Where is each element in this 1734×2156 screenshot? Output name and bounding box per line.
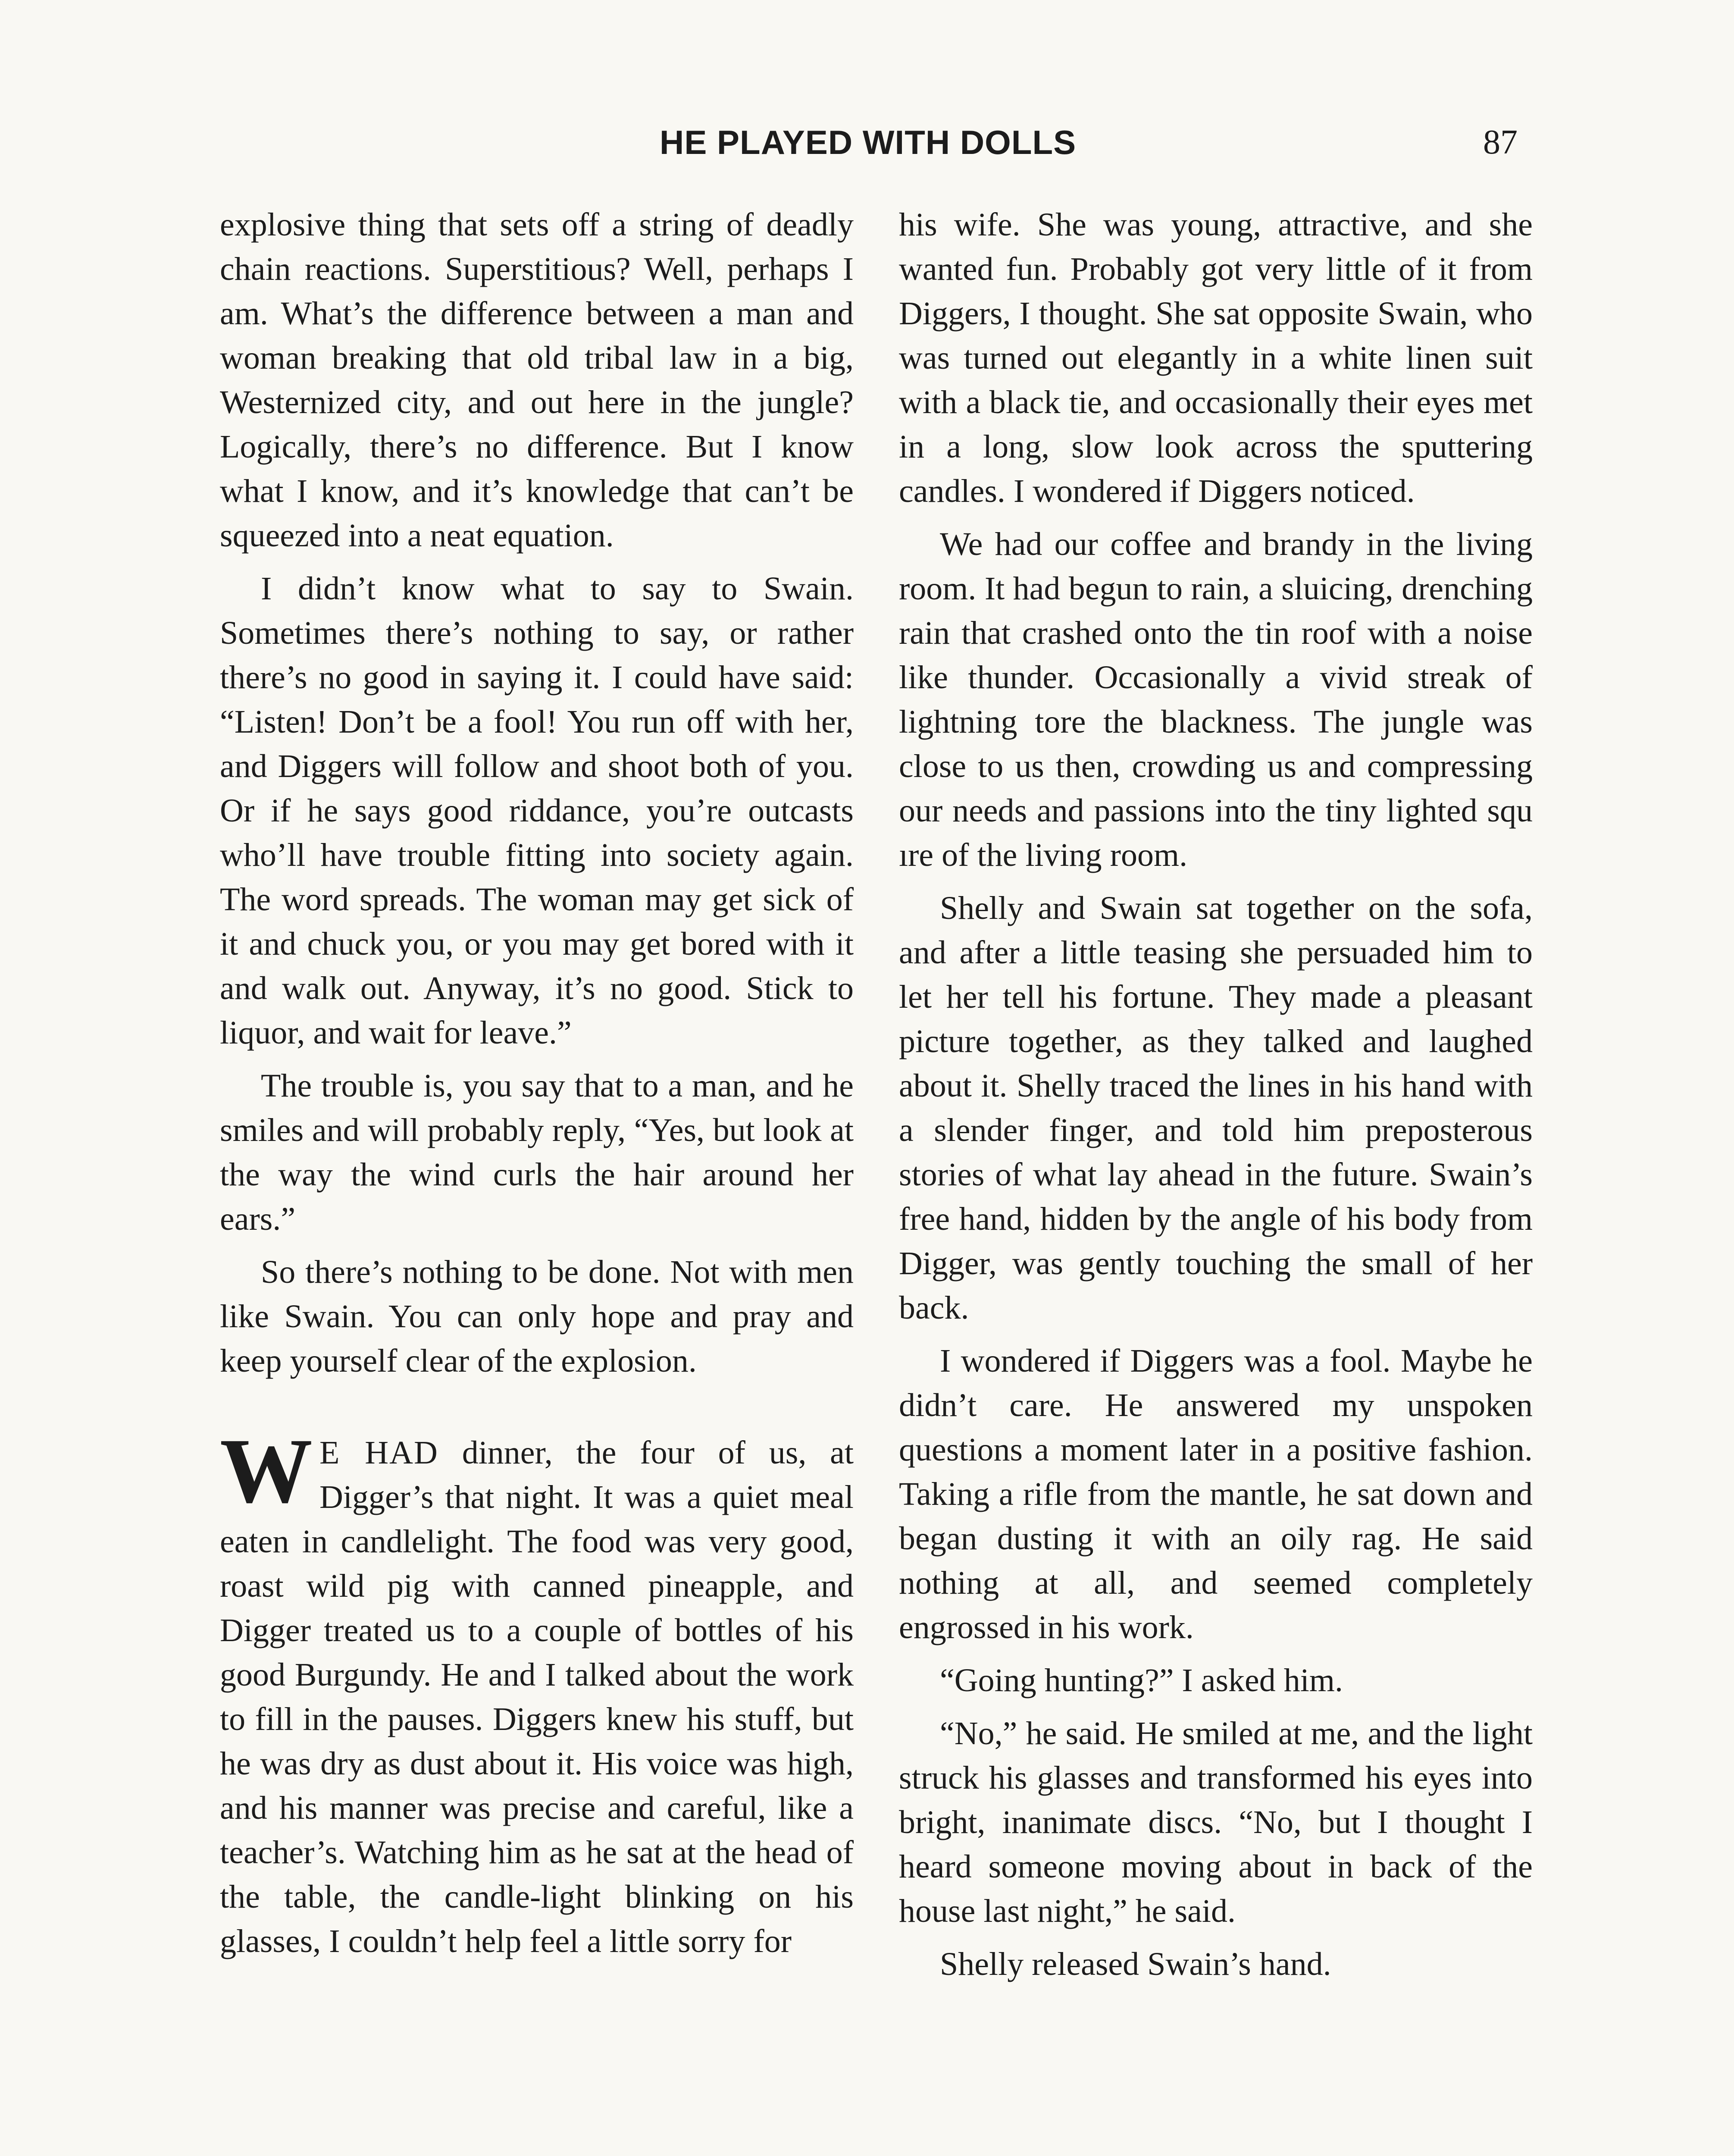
paragraph: I didn’t know what to say to Swain. Sometimes there’s nothing to say, or rather there’s no good in saying it. I could have said: “Listen! Don’t be a fool! You run off with her, and Diggers will follow and shoot both of you. Or if he says good riddance, you’re outcasts who’ll have trouble fitting into society again. The word spreads. The woman may get sick of it and chuck you, or you may get bored with it and walk out. Anyway, it’s no good. Stick to liquor, and wait for leave.” [220, 570, 854, 1051]
paragraph: The trouble is, you say that to a man, and he smiles and will probably reply, “Yes, but look at the way the wind curls the hair around her ears.” [220, 1068, 854, 1237]
paragraph: Shelly released Swain’s hand. [940, 1946, 1331, 1982]
page-number: 87 [1483, 123, 1518, 161]
paragraph: his wife. She was young, attractive, and she wanted fun. Probably got very little of it from Diggers, I thought. She sat opposite Swain, who was turned out elegantly in a white linen suit with a black tie, and occasionally their eyes met in a long, slow look across the sputtering candles. I wondered if Diggers noticed. [899, 207, 1533, 509]
right-column [899, 203, 1533, 1995]
paragraph: Shelly and Swain sat together on the sofa, and after a little teasing she persuaded him to let her tell his fortune. They made a pleasant picture together, as they talked and laughed about it. Shelly traced the lines in his hand with a slender finger, and told him preposterous stories of what lay ahead in the future. Swain’s free hand, hidden by the angle of his body from Digger, was gently touching the small of her back. [899, 890, 1533, 1326]
running-title: HE PLAYED WITH DOLLS [660, 123, 1077, 161]
lead-in-caps: E HAD [319, 1435, 438, 1471]
page-header [0, 116, 1734, 168]
paragraph: I wondered if Diggers was a fool. Maybe he didn’t care. He answered my unspoken questions a moment later in a positive fashion. Taking a rifle from the mantle, he sat down and began dusting it with an oily rag. He said nothing at all, and seemed completely engrossed in his work. [899, 1343, 1533, 1645]
section-start-paragraph [220, 1419, 854, 1964]
paragraph: We had our coffee and brandy in the living room. It had begun to rain, a sluicing, drenching rain that crashed onto the tin roof with a noise like thunder. Occasionally a vivid streak of lightning tore the blackness. The jungle was close to us then, crowding us and compressing our needs and passions into the tiny lighted squ ıre of the living room. [899, 526, 1533, 873]
left-column [220, 203, 854, 1972]
drop-cap: W [220, 1419, 313, 1522]
paragraph: So there’s nothing to be done. Not with men like Swain. You can only hope and pray and keep yourself clear of the explosion. [220, 1254, 854, 1379]
section-text: dinner, the four of us, at Digger’s that night. It was a quiet meal eaten in candlelight. The food was very good, roast wild pig with canned pineapple, and Digger treated us to a couple of bottles of his good Burgundy. He and I talked about the work to fill in the pauses. Diggers knew his stuff, but he was dry as dust about it. His voice was high, and his manner was precise and careful, like a teacher’s. Watching him as he sat at the head of the table, the candle-light blinking on his glasses, I couldn’t help feel a little sorry for [220, 1435, 854, 1959]
paragraph: “No,” he said. He smiled at me, and the light struck his glasses and transformed his eyes into bright, inanimate discs. “No, but I thought I heard someone moving about in back of the house last night,” he said. [899, 1715, 1533, 1929]
paragraph: explosive thing that sets off a string of deadly chain reactions. Superstitious? Well, perhaps I am. What’s the difference between a man and woman breaking that old tribal law in a big, Westernized city, and out here in the jungle? Logically, there’s no difference. But I know what I know, and it’s knowledge that can’t be squeezed into a neat equation. [220, 207, 854, 554]
paragraph: “Going hunting?” I asked him. [940, 1662, 1343, 1698]
